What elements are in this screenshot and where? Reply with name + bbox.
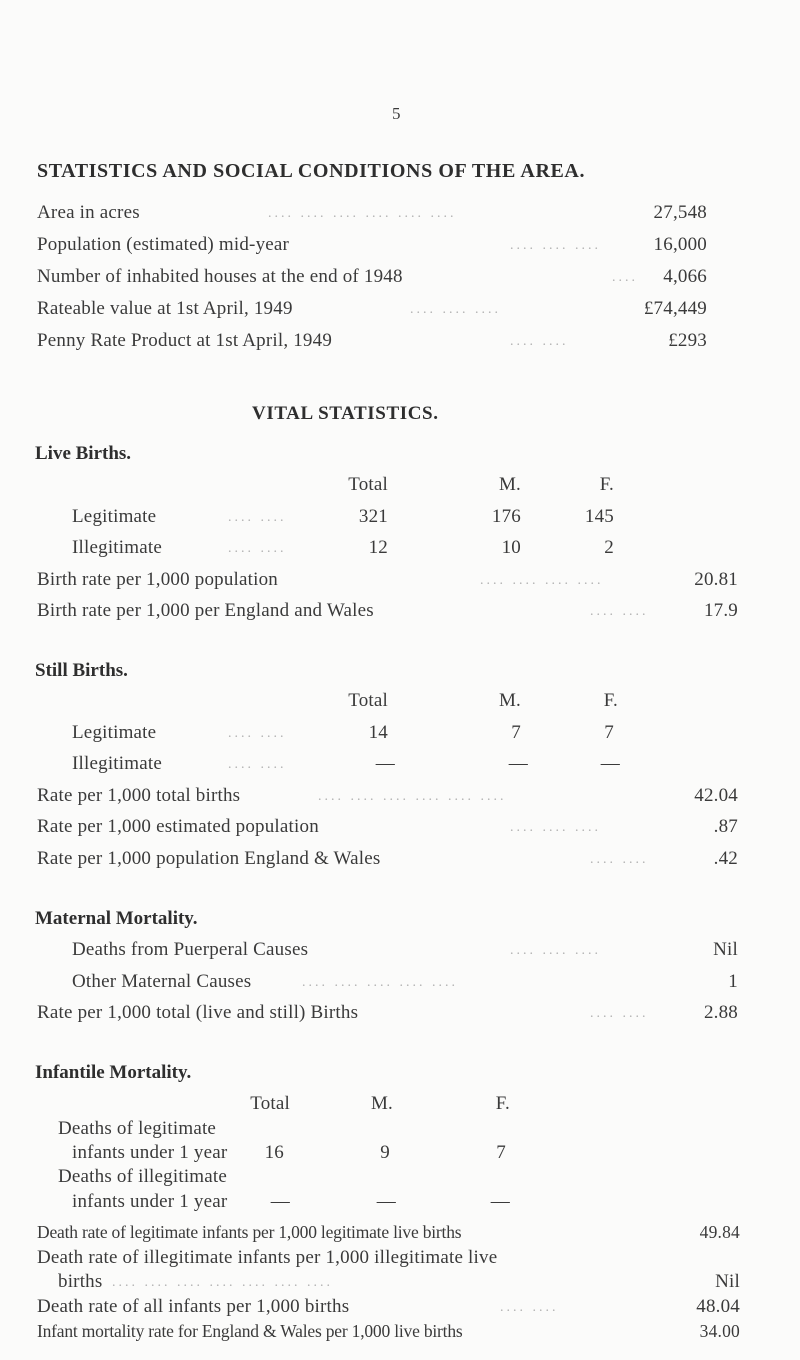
illegitimate-m: — — [508, 753, 528, 774]
penny-rate-value: £293 — [668, 330, 707, 351]
area-value: 27,548 — [653, 202, 707, 223]
legit-deaths-total: 16 — [264, 1142, 284, 1163]
illegit-deaths-label-line1: Deaths of illegitimate — [58, 1166, 228, 1187]
col-header-total: Total — [348, 474, 388, 495]
leader-dots: .... .... — [228, 510, 287, 525]
all-infant-rate-label: Death rate of all infants per 1,000 births — [37, 1296, 350, 1317]
population-value: 16,000 — [653, 234, 707, 255]
illegitimate-label: Illegitimate — [72, 537, 162, 558]
illegitimate-f: 2 — [604, 537, 614, 558]
area-label: Area in acres — [37, 202, 140, 223]
illegitimate-m: 10 — [501, 537, 521, 558]
legitimate-m: 176 — [491, 506, 521, 527]
legit-infant-rate-value: 49.84 — [699, 1222, 740, 1242]
maternal-heading: Maternal Mortality. — [35, 908, 198, 929]
leader-dots: .... — [612, 270, 638, 285]
puerperal-value: Nil — [713, 939, 738, 960]
legitimate-f: 145 — [584, 506, 614, 527]
col-header-m: M. — [498, 690, 521, 711]
legitimate-f: 7 — [604, 722, 614, 743]
legit-infant-rate-label: Death rate of legitimate infants per 1,000 legitimate live births — [37, 1222, 462, 1242]
legit-deaths-f: 7 — [496, 1142, 506, 1163]
ew-infant-rate-label: Infant mortality rate for England & Wales per 1,000 live births — [37, 1321, 463, 1341]
illegit-infant-rate-label-line2: births — [58, 1271, 103, 1292]
col-header-m: M. — [498, 474, 521, 495]
birth-rate-value: 20.81 — [694, 569, 738, 590]
legit-deaths-m: 9 — [380, 1142, 390, 1163]
col-header-f: F. — [599, 474, 614, 495]
leader-dots: .... .... .... .... .... .... — [268, 206, 457, 221]
puerperal-label: Deaths from Puerperal Causes — [72, 939, 309, 960]
legitimate-label: Legitimate — [72, 506, 157, 527]
leader-dots: .... .... — [500, 1300, 559, 1315]
vital-statistics-title: VITAL STATISTICS. — [252, 403, 439, 424]
leader-dots: .... .... .... .... — [480, 573, 604, 588]
leader-dots: .... .... .... .... .... — [302, 975, 458, 990]
legitimate-m: 7 — [511, 722, 521, 743]
leader-dots: .... .... — [228, 726, 287, 741]
illegit-infant-rate-value: Nil — [715, 1271, 740, 1292]
leader-dots: .... .... — [590, 1006, 649, 1021]
col-header-total: Total — [250, 1093, 290, 1114]
still-rate-ew-value: .42 — [713, 848, 738, 869]
rateable-value: £74,449 — [643, 298, 707, 319]
still-rate-population-label: Rate per 1,000 estimated population — [37, 816, 319, 837]
rateable-label: Rateable value at 1st April, 1949 — [37, 298, 293, 319]
maternal-rate-value: 2.88 — [703, 1002, 738, 1023]
other-maternal-label: Other Maternal Causes — [72, 971, 252, 992]
houses-value: 4,066 — [663, 266, 707, 287]
live-births-heading: Live Births. — [35, 443, 132, 464]
all-infant-rate-value: 48.04 — [696, 1296, 740, 1317]
illegitimate-total: — — [375, 753, 395, 774]
legit-deaths-label-line2: infants under 1 year — [72, 1142, 228, 1163]
illegitimate-total: 12 — [368, 537, 388, 558]
illegit-deaths-m: — — [376, 1191, 396, 1212]
leader-dots: .... .... .... — [510, 238, 601, 253]
legitimate-total: 321 — [358, 506, 388, 527]
col-header-f: F. — [603, 690, 618, 711]
leader-dots: .... .... .... — [410, 302, 501, 317]
illegitimate-label: Illegitimate — [72, 753, 162, 774]
illegit-deaths-label-line2: infants under 1 year — [72, 1191, 228, 1212]
birth-rate-ew-value: 17.9 — [703, 600, 738, 621]
still-rate-births-label: Rate per 1,000 total births — [37, 785, 241, 806]
other-maternal-value: 1 — [728, 971, 738, 992]
still-births-heading: Still Births. — [35, 660, 128, 681]
col-header-m: M. — [370, 1093, 393, 1114]
legitimate-label: Legitimate — [72, 722, 157, 743]
legit-deaths-label-line1: Deaths of legitimate — [58, 1118, 217, 1139]
leader-dots: .... .... — [590, 852, 649, 867]
leader-dots: .... .... .... — [510, 943, 601, 958]
page-title: STATISTICS AND SOCIAL CONDITIONS OF THE AREA. — [37, 160, 586, 182]
leader-dots: .... .... — [590, 604, 649, 619]
leader-dots: .... .... .... .... .... .... — [318, 789, 507, 804]
leader-dots: .... .... .... .... .... .... .... — [112, 1275, 333, 1290]
houses-label: Number of inhabited houses at the end of 1948 — [37, 266, 403, 287]
leader-dots: .... .... — [228, 757, 287, 772]
still-rate-ew-label: Rate per 1,000 population England & Wales — [37, 848, 381, 869]
leader-dots: .... .... .... — [510, 820, 601, 835]
illegit-infant-rate-label-line1: Death rate of illegitimate infants per 1,000 illegitimate live — [37, 1247, 498, 1268]
still-rate-births-value: 42.04 — [694, 785, 738, 806]
illegit-deaths-f: — — [490, 1191, 510, 1212]
penny-rate-label: Penny Rate Product at 1st April, 1949 — [37, 330, 333, 351]
population-label: Population (estimated) mid-year — [37, 234, 290, 255]
still-rate-population-value: .87 — [713, 816, 738, 837]
col-header-f: F. — [495, 1093, 510, 1114]
page-number: 5 — [392, 104, 401, 123]
birth-rate-label: Birth rate per 1,000 population — [37, 569, 279, 590]
illegit-deaths-total: — — [270, 1191, 290, 1212]
infantile-heading: Infantile Mortality. — [35, 1062, 192, 1083]
illegitimate-f: — — [600, 753, 620, 774]
col-header-total: Total — [348, 690, 388, 711]
leader-dots: .... .... — [228, 541, 287, 556]
birth-rate-ew-label: Birth rate per 1,000 per England and Wales — [37, 600, 374, 621]
ew-infant-rate-value: 34.00 — [699, 1321, 740, 1341]
maternal-rate-label: Rate per 1,000 total (live and still) Births — [37, 1002, 359, 1023]
leader-dots: .... .... — [510, 334, 569, 349]
legitimate-total: 14 — [368, 722, 388, 743]
